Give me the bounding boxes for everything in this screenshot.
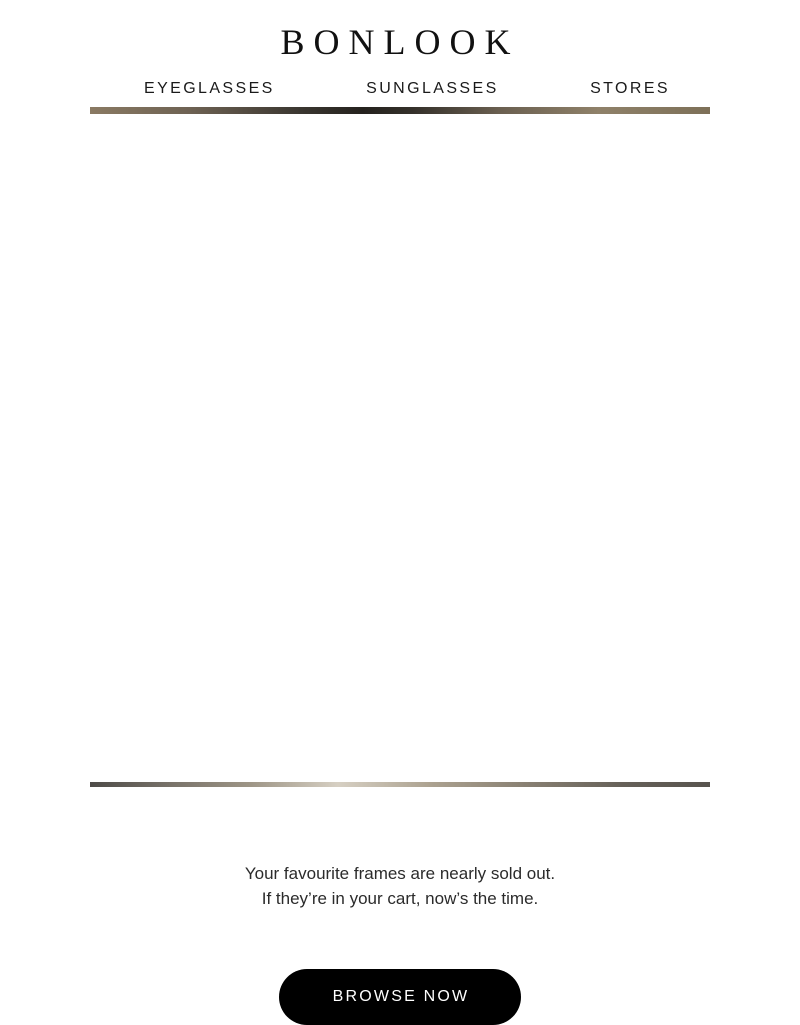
brand-logo[interactable]: BONLOOK	[280, 22, 520, 62]
email-container	[90, 0, 710, 1025]
hero-image-area	[90, 114, 710, 780]
brand-header	[90, 0, 710, 66]
hero-top-edge-strip	[90, 107, 710, 114]
hero-banner[interactable]	[90, 107, 710, 787]
browse-now-button[interactable]: BROWSE NOW	[279, 969, 522, 1025]
nav-item-stores[interactable]: STORES	[590, 80, 670, 97]
hero-bottom-edge-strip	[90, 782, 710, 787]
body-copy-line-1: Your favourite frames are nearly sold out.	[244, 864, 556, 883]
nav-item-sunglasses[interactable]: SUNGLASSES	[366, 80, 499, 97]
body-copy-line-2: If they’re in your cart, now’s the time.	[261, 889, 539, 908]
main-navigation	[90, 66, 710, 98]
cta-row	[90, 911, 710, 1025]
body-copy	[90, 787, 710, 911]
nav-item-eyeglasses[interactable]: EYEGLASSES	[144, 80, 275, 97]
